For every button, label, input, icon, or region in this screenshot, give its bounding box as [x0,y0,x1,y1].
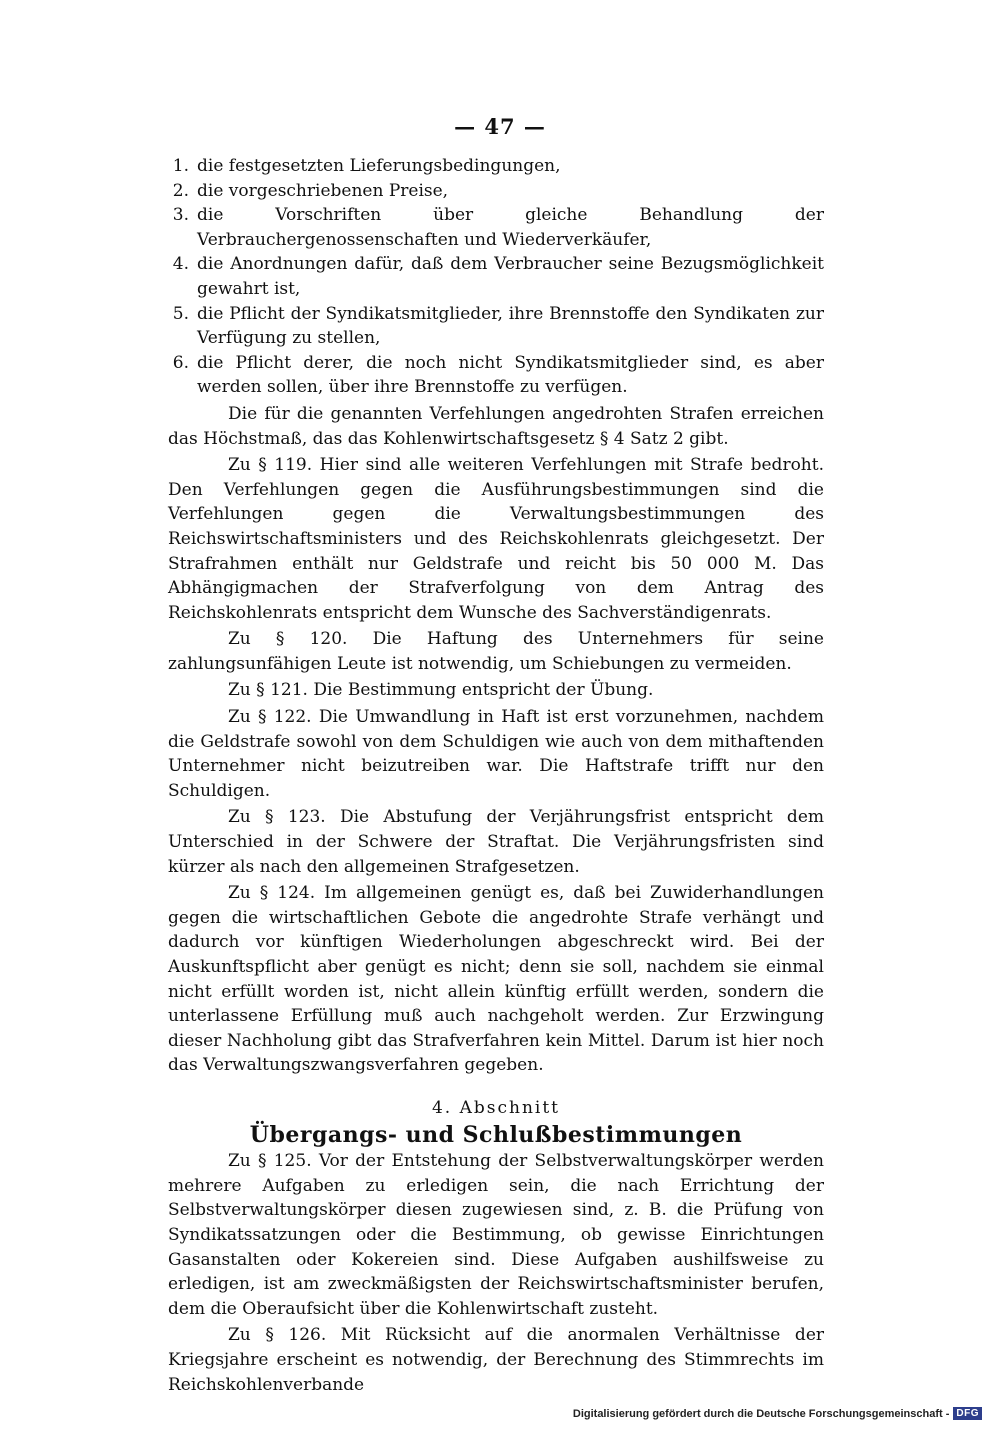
list-item-text: die vorgeschriebenen Preise, [197,180,449,201]
list-item-text: die Vorschriften über gleiche Behandlung der Verbrauchergenossenschaften und Wiederverkäufer, [197,205,824,250]
list-item-number: 5. [172,303,189,324]
paragraph-122: Zu § 122. Die Umwandlung in Haft ist erst vorzunehmen, nachdem die Geldstrafe sowohl von dem Schuldigen wie auch von dem mithaftenden Unternehmer nicht beizutreiben war. Die Haftstrafe trifft nur den Schuldigen. [168,707,824,801]
list-item-text: die Pflicht der Syndikatsmitglieder, ihre Brennstoffe den Syndikaten zur Verfügung zu stellen, [197,303,824,349]
list-item [168,203,824,252]
list-item-number: 2. [172,180,189,201]
list-item-text: die festgesetzten Lieferungsbedingungen, [197,156,561,176]
digitization-footer [573,1407,982,1420]
paragraph-124: Zu § 124. Im allgemeinen genügt es, daß bei Zuwiderhandlungen gegen die wirtschaftlichen Gebote die angedrohte Strafe verhängt und dadurch vor künftigen Wiederholungen abgeschreckt wird. Bei der Auskunftspflicht aber genügt es nicht; denn sie soll, nachdem sie einmal nicht erfüllt worden ist, nicht allein künftig erfüllt werden, sondern die unterlassene Erfüllung muß auch nachgeholt werden. Zur Erzwingung dieser Nachholung gibt das Strafverfahren kein Mittel. Darum ist hier noch das Verwaltungszwangsverfahren gegeben. [168,883,824,1076]
paragraph-123: Zu § 123. Die Abstufung der Verjährungsfrist entspricht dem Unterschied in der Schwere der Straftat. Die Verjährungsfristen sind kürzer als nach den allgemeinen Strafgesetzen. [168,807,824,877]
list-item-text: die Pflicht derer, die noch nicht Syndikatsmitglieder sind, es aber werden sollen, über ihre Brennstoffe zu verfügen. [197,352,824,398]
list-item-number: 3. [172,205,189,226]
body-text [168,154,824,1397]
paragraph-126: Zu § 126. Mit Rücksicht auf die anormalen Verhältnisse der Kriegsjahre erscheint es notwendig, der Berechnung des Stimmrechts im Reichskohlenverbande [168,1325,824,1395]
footer-text: Digitalisierung gefördert durch die Deutsche Forschungsgemeinschaft - [572,1407,950,1420]
list-item [168,179,824,204]
paragraph-120: Zu § 120. Die Haftung des Unternehmers für seine zahlungsunfähigen Leute ist notwendig, um Schiebungen zu vermeiden. [168,629,824,674]
list-item-text: die Anordnungen dafür, daß dem Verbraucher seine Bezugsmöglichkeit gewahrt ist, [197,254,824,299]
dfg-logo: DFG [953,1407,982,1420]
list-item-number: 1. [172,156,189,176]
list-item-number: 4. [172,254,189,275]
paragraph-121: Zu § 121. Die Bestimmung entspricht der Übung. [228,680,654,701]
list-item [168,252,824,301]
list-item [168,302,824,351]
list-item-number: 6. [172,352,189,373]
paragraph-119: Zu § 119. Hier sind alle weiteren Verfehlungen mit Strafe bedroht. Den Verfehlungen gegen die Ausführungsbestimmungen sind die Verfehlungen gegen die Verwaltungsbestimmungen des Reichswirtschaftsministers und des Reichskohlenrats gleichgesetzt. Der Strafrahmen enthält nur Geldstrafe und reicht bis 50 000 M. Das Abhängigmachen der Strafverfolgung von dem Antrag des Reichskohlenrats entspricht dem Wunsche des Sachverständigenrats. [168,455,824,623]
paragraph-125: Zu § 125. Vor der Entstehung der Selbstverwaltungskörper werden mehrere Aufgaben zu erledigen sein, die nach Errichtung der Selbstverwaltungskörper diesen zugewiesen sind, z. B. die Prüfung von Syndikatssatzungen oder die Bestimmung, ob gewisse Einrichtungen Gasanstalten oder Kokereien sind. Diese Aufgaben aushilfsweise zu erledigen, ist am zweckmäßigsten der Reichswirtschaftsminister berufen, dem die Oberaufsicht über die Kohlenwirtschaft zusteht. [168,1151,824,1319]
paragraph-penalties: Die für die genannten Verfehlungen angedrohten Strafen erreichen das Höchstmaß, das das Kohlenwirtschaftsgesetz § 4 Satz 2 gibt. [168,403,824,449]
page-number: — 47 — [454,114,546,139]
section-label: 4. Abschnitt [431,1097,561,1118]
list-item [168,154,824,179]
section-title: Übergangs- und Schlußbestimmungen [249,1121,743,1148]
list-item [168,351,824,400]
numbered-list [168,154,824,400]
